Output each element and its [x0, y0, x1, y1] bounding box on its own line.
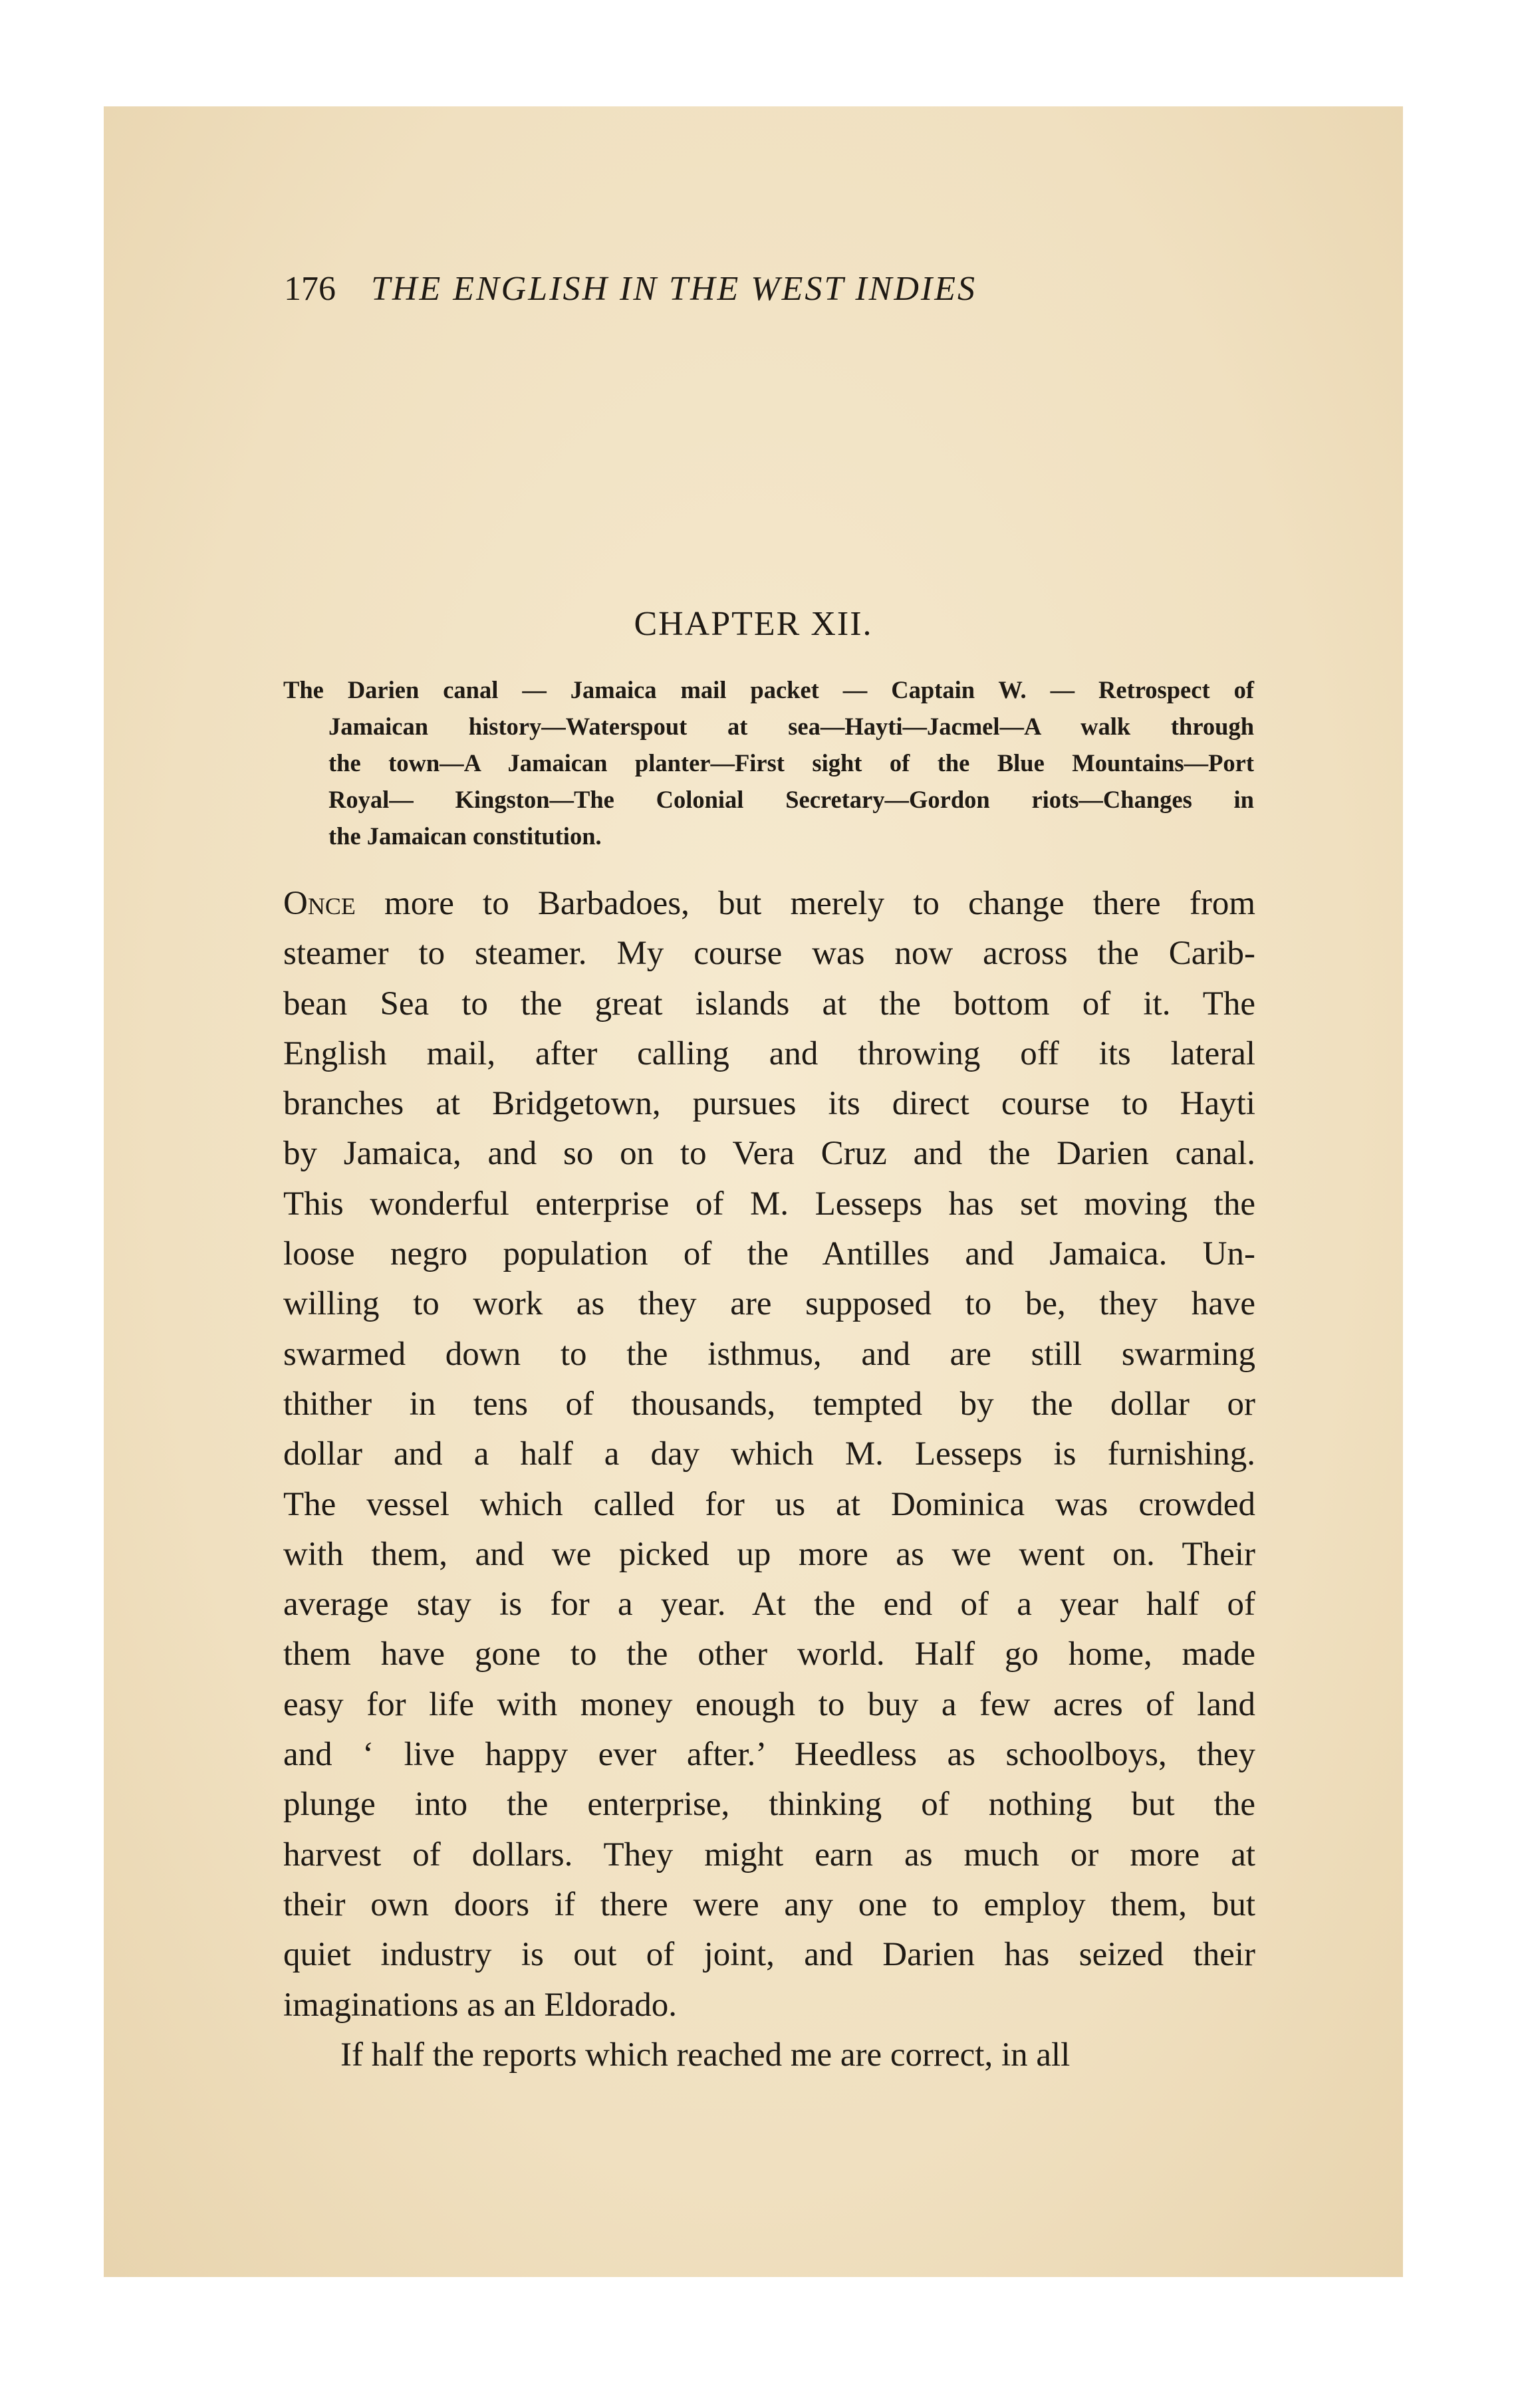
body-line: dollar and a half a day which M. Lesseps is furnishing. [283, 1435, 1255, 1473]
body-line: bean Sea to the great islands at the bottom of it. The [283, 985, 1255, 1023]
running-title: THE ENGLISH IN THE WEST INDIES [371, 270, 977, 308]
body-text [283, 879, 1255, 2080]
body-line: steamer to steamer. My course was now across the Carib- [283, 935, 1255, 973]
body-line: The vessel which called for us at Dominica was crowded [283, 1485, 1255, 1523]
body-line: with them, and we picked up more as we went on. Their [283, 1535, 1255, 1573]
page-number: 176 [284, 270, 336, 308]
first-line-rest: more to Barbadoes, but merely to change there from [384, 885, 1255, 922]
synopsis-line: the Jamaican constitution. [328, 822, 602, 850]
body-line: harvest of dollars. They might earn as much or more at [283, 1836, 1255, 1873]
body-line: by Jamaica, and so on to Vera Cruz and the Darien canal. [283, 1135, 1255, 1173]
synopsis-line: Jamaican history—Waterspout at sea—Hayti—Jacmel—A walk through [328, 713, 1254, 740]
body-line: them have gone to the other world. Half go home, made [283, 1635, 1255, 1673]
body-line: branches at Bridgetown, pursues its direct course to Hayti [283, 1085, 1255, 1123]
chapter-synopsis [283, 671, 1254, 854]
opening-word: Once [283, 885, 356, 922]
body-line: average stay is for a year. At the end of a year half of [283, 1586, 1255, 1624]
body-line: English mail, after calling and throwing off its lateral [283, 1034, 1255, 1072]
body-line: imaginations as an Eldorado. [283, 1986, 678, 2024]
body-line: easy for life with money enough to buy a few acres of land [283, 1685, 1255, 1723]
body-line: loose negro population of the Antilles and Jamaica. Un- [283, 1235, 1255, 1273]
body-line-next-paragraph: If half the reports which reached me are correct, in all [340, 2036, 1071, 2074]
book-page [104, 106, 1403, 2277]
synopsis-line: The Darien canal — Jamaica mail packet — Captain W. — Retrospect of [283, 676, 1254, 703]
body-line: plunge into the enterprise, thinking of nothing but the [283, 1786, 1255, 1824]
synopsis-line: Royal— Kingston—The Colonial Secretary—Gordon riots—Changes in [328, 786, 1254, 813]
synopsis-line: the town—A Jamaican planter—First sight of the Blue Mountains—Port [328, 749, 1254, 777]
body-line: thither in tens of thousands, tempted by the dollar or [283, 1385, 1255, 1423]
body-line: willing to work as they are supposed to be, they have [283, 1285, 1255, 1323]
running-head [284, 263, 1281, 316]
body-line: swarmed down to the isthmus, and are still swarming [283, 1335, 1255, 1373]
body-line: and ‘ live happy ever after.’ Heedless as schoolboys, they [283, 1736, 1255, 1774]
body-line: their own doors if there were any one to employ them, but [283, 1885, 1255, 1923]
chapter-title: CHAPTER XII. [634, 605, 873, 643]
body-line: This wonderful enterprise of M. Lesseps has set moving the [283, 1185, 1255, 1223]
body-line: quiet industry is out of joint, and Darien has seized their [283, 1936, 1255, 1974]
body-line-first [283, 879, 1255, 929]
